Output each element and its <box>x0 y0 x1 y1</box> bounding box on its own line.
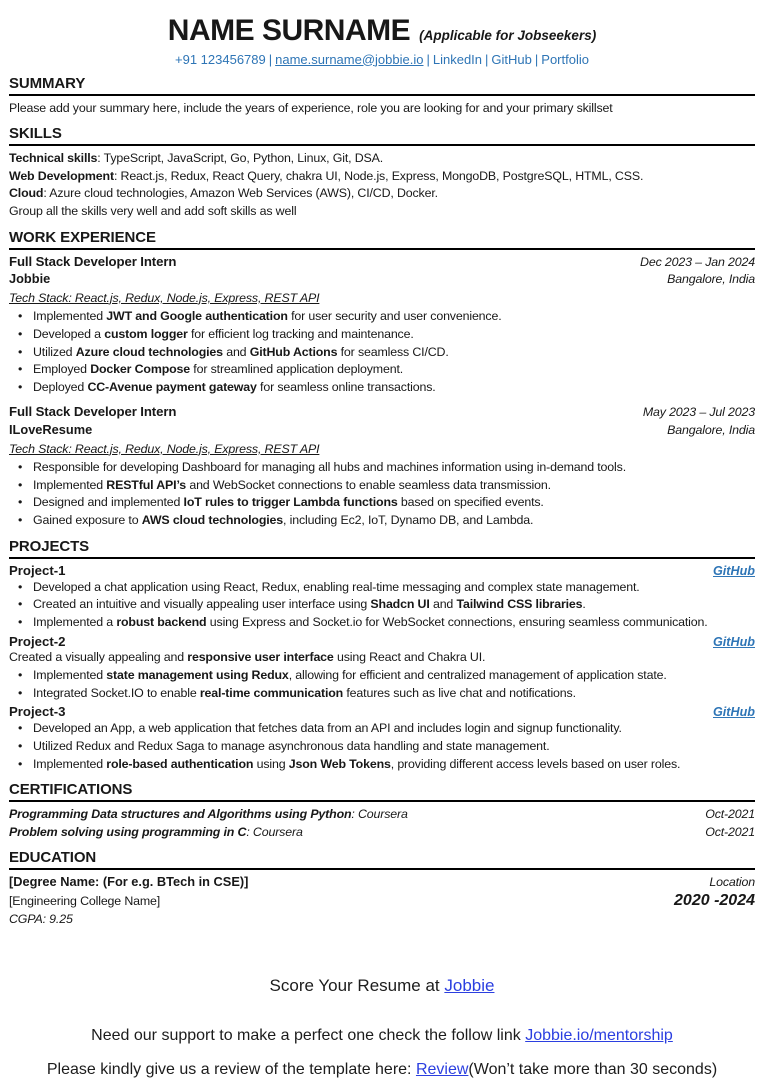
mentorship-link[interactable]: Jobbie.io/mentorship <box>525 1027 673 1045</box>
skill-line: Web Development: React.js, Redux, React Query, chakra UI, Node.js, Express, MongoDB, PostgreSQL, HTML, CSS. <box>9 168 644 183</box>
certification-date: Oct-2021 <box>705 824 755 839</box>
project-entry <box>9 704 755 773</box>
bullet-item: • Developed an App, a web application that fetches data from an API and includes login and signup functionality. <box>9 720 755 738</box>
certification-date: Oct-2021 <box>705 807 755 822</box>
job-title: Full Stack Developer Intern <box>9 404 177 420</box>
project-github-link[interactable]: GitHub <box>713 563 755 578</box>
job-company-row <box>9 271 755 289</box>
section-skills <box>9 125 755 220</box>
resume-header <box>9 14 755 67</box>
project-title-row <box>9 634 755 649</box>
project-github-link[interactable]: GitHub <box>713 705 755 720</box>
candidate-name: NAME SURNAME <box>167 14 411 47</box>
education-heading: EDUCATION <box>9 849 755 870</box>
bullet-item: • Employed Docker Compose for streamlined application deployment. <box>9 361 755 379</box>
job-company-row <box>9 422 755 440</box>
experience-heading: WORK EXPERIENCE <box>9 229 755 250</box>
phone-text: +91 123456789 <box>175 51 266 67</box>
project-intro: Created a visually appealing and responsive user interface using React and Chakra UI. <box>9 649 486 664</box>
review-text: Please kindly give us a review of the template here: <box>46 1061 416 1079</box>
github-link[interactable]: GitHub <box>491 51 532 67</box>
education-years: 2020 -2024 <box>674 892 755 909</box>
cgpa-text: CGPA: 9.25 <box>9 911 73 926</box>
bullet-item: • Responsible for developing Dashboard for managing all hubs and machines information using in-demand tools. <box>9 459 755 477</box>
email-link[interactable]: name.surname@jobbie.io <box>275 51 424 67</box>
college-name: [Engineering College Name] <box>9 894 161 908</box>
summary-text: Please add your summary here, include the years of experience, role you are looking for and your primary skillset <box>9 100 613 115</box>
bullet-item: • Developed a custom logger for efficient log tracking and maintenance. <box>9 326 755 344</box>
bullet-item: • Implemented JWT and Google authentication for user security and user convenience. <box>9 308 755 326</box>
education-college-row <box>9 892 755 911</box>
project-github-link[interactable]: GitHub <box>713 634 755 649</box>
linkedin-link[interactable]: LinkedIn <box>432 51 483 67</box>
bullet-item: • Created an intuitive and visually appealing user interface using Shadcn UI and Tailwind CSS libraries. <box>9 596 755 614</box>
portfolio-link[interactable]: Portfolio <box>541 51 589 67</box>
tech-stack: Tech Stack: React.js, Redux, Node.js, Express, REST API <box>9 441 320 456</box>
job-title-row <box>9 404 755 422</box>
separator: | <box>534 51 539 67</box>
project-title: Project-1 <box>9 562 66 578</box>
contact-line <box>9 52 755 67</box>
bullet-item: • Utilized Redux and Redux Saga to manage asynchronous data handling and state management. <box>9 738 755 756</box>
bullet-item: • Designed and implemented IoT rules to trigger Lambda functions based on specified events. <box>9 494 755 512</box>
project-bullets <box>9 579 755 632</box>
certification-title: Programming Data structures and Algorithms using Python: Coursera <box>9 807 408 822</box>
company-name: ILoveResume <box>9 422 93 438</box>
job-title-row <box>9 254 755 272</box>
project-bullets <box>9 667 755 702</box>
review-line <box>9 1061 755 1079</box>
bullet-item: • Utilized Azure cloud technologies and GitHub Actions for seamless CI/CD. <box>9 344 755 362</box>
support-text: Need our support to make a perfect one check the follow link <box>91 1027 526 1045</box>
skill-line: Technical skills: TypeScript, JavaScript, Go, Python, Linux, Git, DSA. <box>9 151 384 166</box>
job-entry <box>9 404 755 529</box>
separator: | <box>485 51 489 67</box>
bullet-item: • Gained exposure to AWS cloud technologies, including Ec2, IoT, Dynamo DB, and Lambda. <box>9 512 755 530</box>
job-dates: Dec 2023 – Jan 2024 <box>640 254 755 269</box>
job-entry <box>9 254 755 397</box>
support-line <box>9 1027 755 1045</box>
certification-row <box>9 806 755 824</box>
job-location: Bangalore, India <box>667 272 755 287</box>
section-experience <box>9 229 755 530</box>
review-suffix: (Won’t take more than 30 seconds) <box>468 1061 718 1079</box>
title-row <box>9 14 755 49</box>
certification-title: Problem solving using programming in C: Coursera <box>9 824 303 839</box>
bullet-item: • Implemented a robust backend using Express and Socket.io for WebSocket connections, ensuring seamless communication. <box>9 614 755 632</box>
project-entry <box>9 563 755 632</box>
separator: | <box>426 51 430 67</box>
degree-name: [Degree Name: (For e.g. BTech in CSE)] <box>9 874 249 890</box>
skills-heading: SKILLS <box>9 125 755 146</box>
certifications-heading: CERTIFICATIONS <box>9 781 755 802</box>
project-entry <box>9 634 755 703</box>
project-title: Project-2 <box>9 633 66 649</box>
job-bullets <box>9 459 755 529</box>
score-line <box>9 976 755 996</box>
summary-heading: SUMMARY <box>9 75 755 96</box>
education-degree-row <box>9 874 755 892</box>
tech-stack: Tech Stack: React.js, Redux, Node.js, Express, REST API <box>9 290 320 305</box>
section-certifications <box>9 781 755 841</box>
jobbie-link[interactable]: Jobbie <box>444 976 495 996</box>
bullet-item: • Deployed CC-Avenue payment gateway for seamless online transactions. <box>9 379 755 397</box>
bullet-item: • Implemented RESTful API’s and WebSocket connections to enable seamless data transmission. <box>9 477 755 495</box>
job-dates: May 2023 – Jul 2023 <box>642 405 755 420</box>
project-title-row <box>9 704 755 719</box>
projects-heading: PROJECTS <box>9 538 755 559</box>
page-footer <box>9 976 755 1079</box>
bullet-item: • Integrated Socket.IO to enable real-time communication features such as live chat and notifications. <box>9 685 755 703</box>
project-bullets <box>9 720 755 773</box>
education-location: Location <box>709 875 755 890</box>
skill-line: Cloud: Azure cloud technologies, Amazon Web Services (AWS), CI/CD, Docker. <box>9 186 438 201</box>
certification-row <box>9 824 755 842</box>
job-bullets <box>9 308 755 396</box>
job-title: Full Stack Developer Intern <box>9 253 177 269</box>
name-subtitle: (Applicable for Jobseekers) <box>419 28 597 43</box>
section-summary <box>9 75 755 118</box>
bullet-item: • Implemented role-based authentication using Json Web Tokens, providing different access levels based on user roles. <box>9 756 755 774</box>
separator: | <box>268 51 273 67</box>
review-link[interactable]: Review <box>415 1061 469 1079</box>
section-education <box>9 849 755 928</box>
bullet-item: • Developed a chat application using React, Redux, enabling real-time messaging and complex state management. <box>9 579 755 597</box>
skill-line: Group all the skills very well and add soft skills as well <box>9 203 297 218</box>
job-location: Bangalore, India <box>667 423 755 438</box>
project-title-row <box>9 563 755 578</box>
section-projects <box>9 538 755 773</box>
project-title: Project-3 <box>9 704 66 720</box>
company-name: Jobbie <box>9 271 51 287</box>
bullet-item: • Implemented state management using Redux, allowing for efficient and centralized management of application state. <box>9 667 755 685</box>
score-text: Score Your Resume at <box>269 976 445 996</box>
